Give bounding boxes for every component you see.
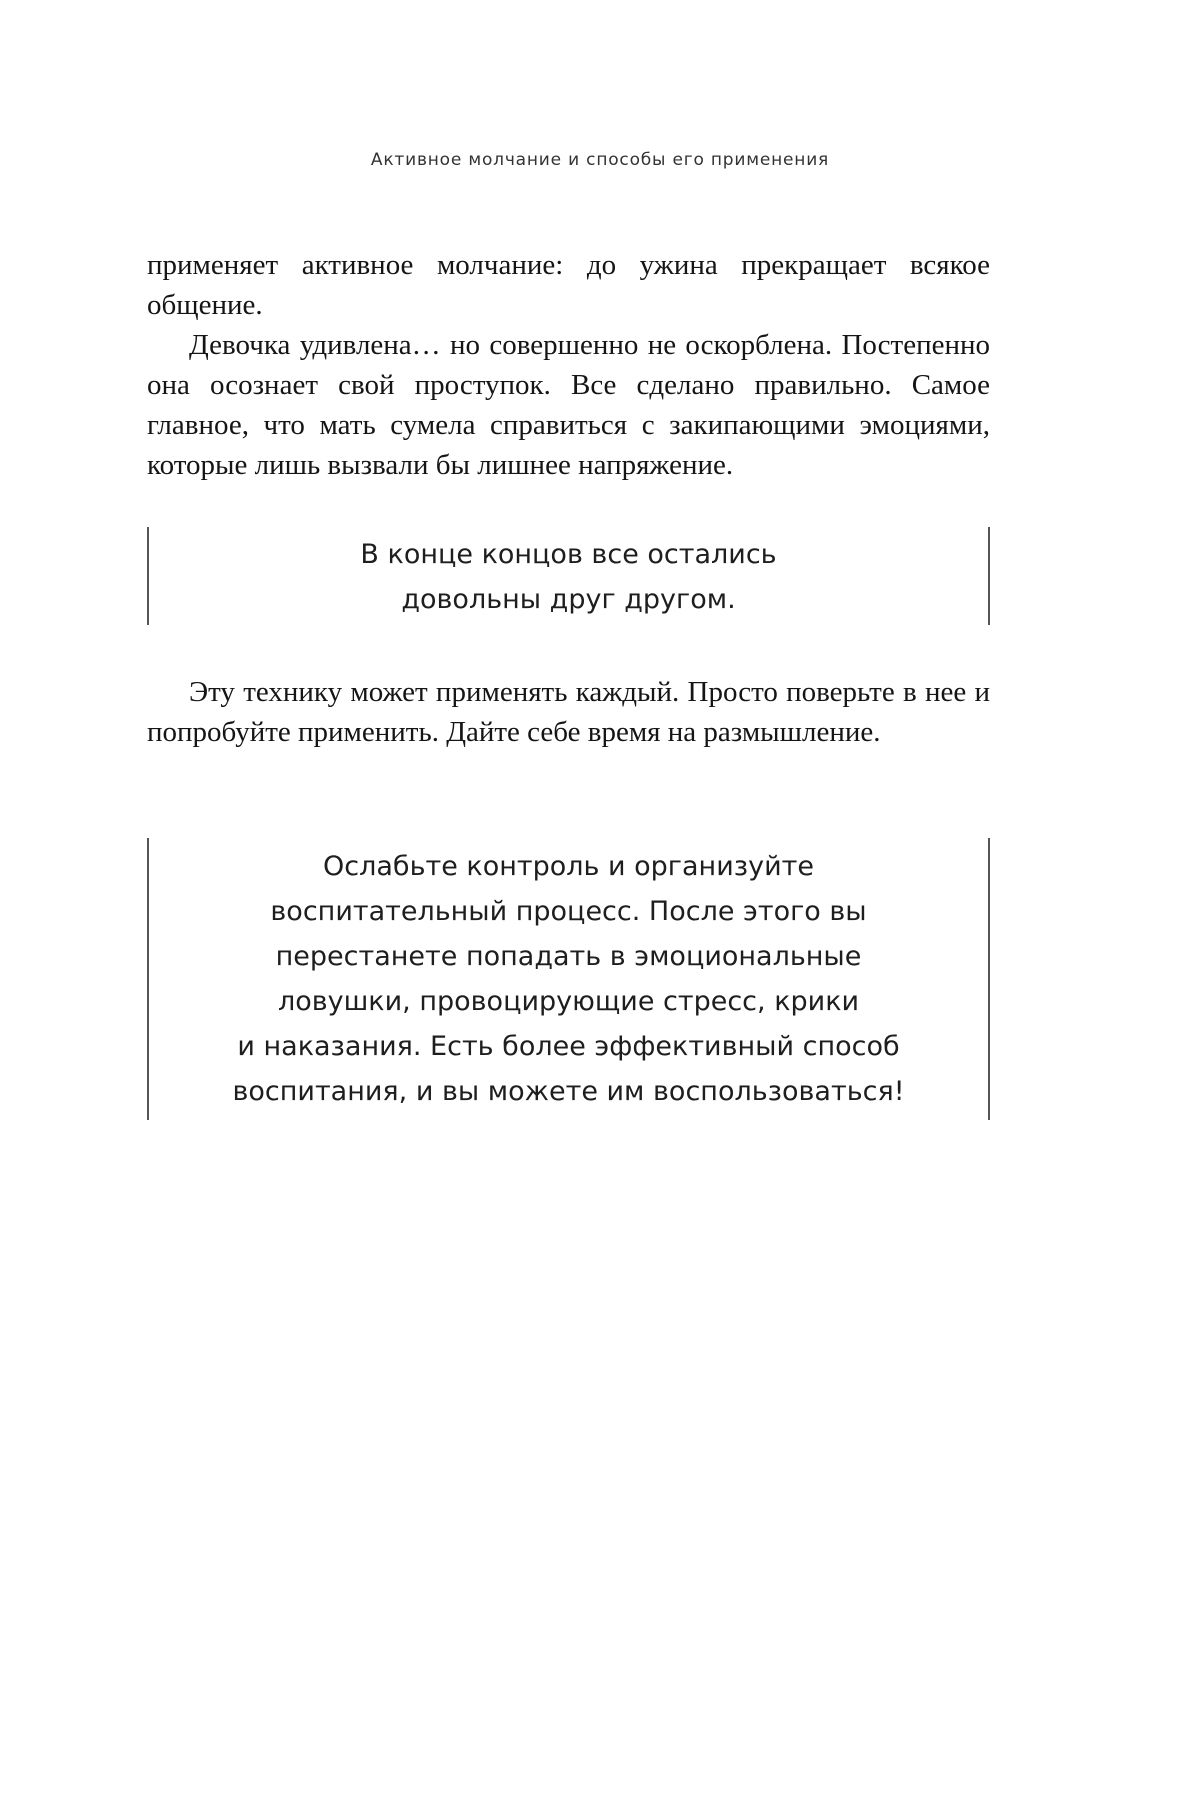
running-header: Активное молчание и способы его применения xyxy=(370,150,830,170)
quote-line: воспитательный процесс. После этого вы xyxy=(270,896,867,927)
quote-line: В конце концов все остались xyxy=(360,539,777,570)
body-text-middle xyxy=(147,672,990,752)
quote-line: и наказания. Есть более эффективный способ xyxy=(237,1031,900,1062)
pull-quote xyxy=(147,527,990,625)
paragraph-continuation: применяет активное молчание: до ужина прекращает всякое общение. xyxy=(147,249,990,321)
pull-quote xyxy=(147,838,990,1120)
quote-line: воспитания, и вы можете им воспользоваться! xyxy=(232,1076,905,1107)
paragraph: Эту технику может применять каждый. Просто поверьте в нее и попробуйте применить. Дайте себе время на размышление. xyxy=(147,676,990,748)
quote-line: ловушки, провоцирующие стресс, крики xyxy=(277,986,860,1017)
quote-line: перестанете попадать в эмоциональные xyxy=(275,941,862,972)
body-text-top xyxy=(147,245,990,485)
paragraph: Девочка удивлена… но совершенно не оскорблена. Постепенно она осознает свой проступок. Все сделано правильно. Самое главное, что мать сумела справиться с закипающими эмоциями, которые лишь вызвали бы лишнее напряжение. xyxy=(147,329,990,481)
quote-line: довольны друг другом. xyxy=(401,584,736,615)
quote-line: Ослабьте контроль и организуйте xyxy=(323,851,814,882)
